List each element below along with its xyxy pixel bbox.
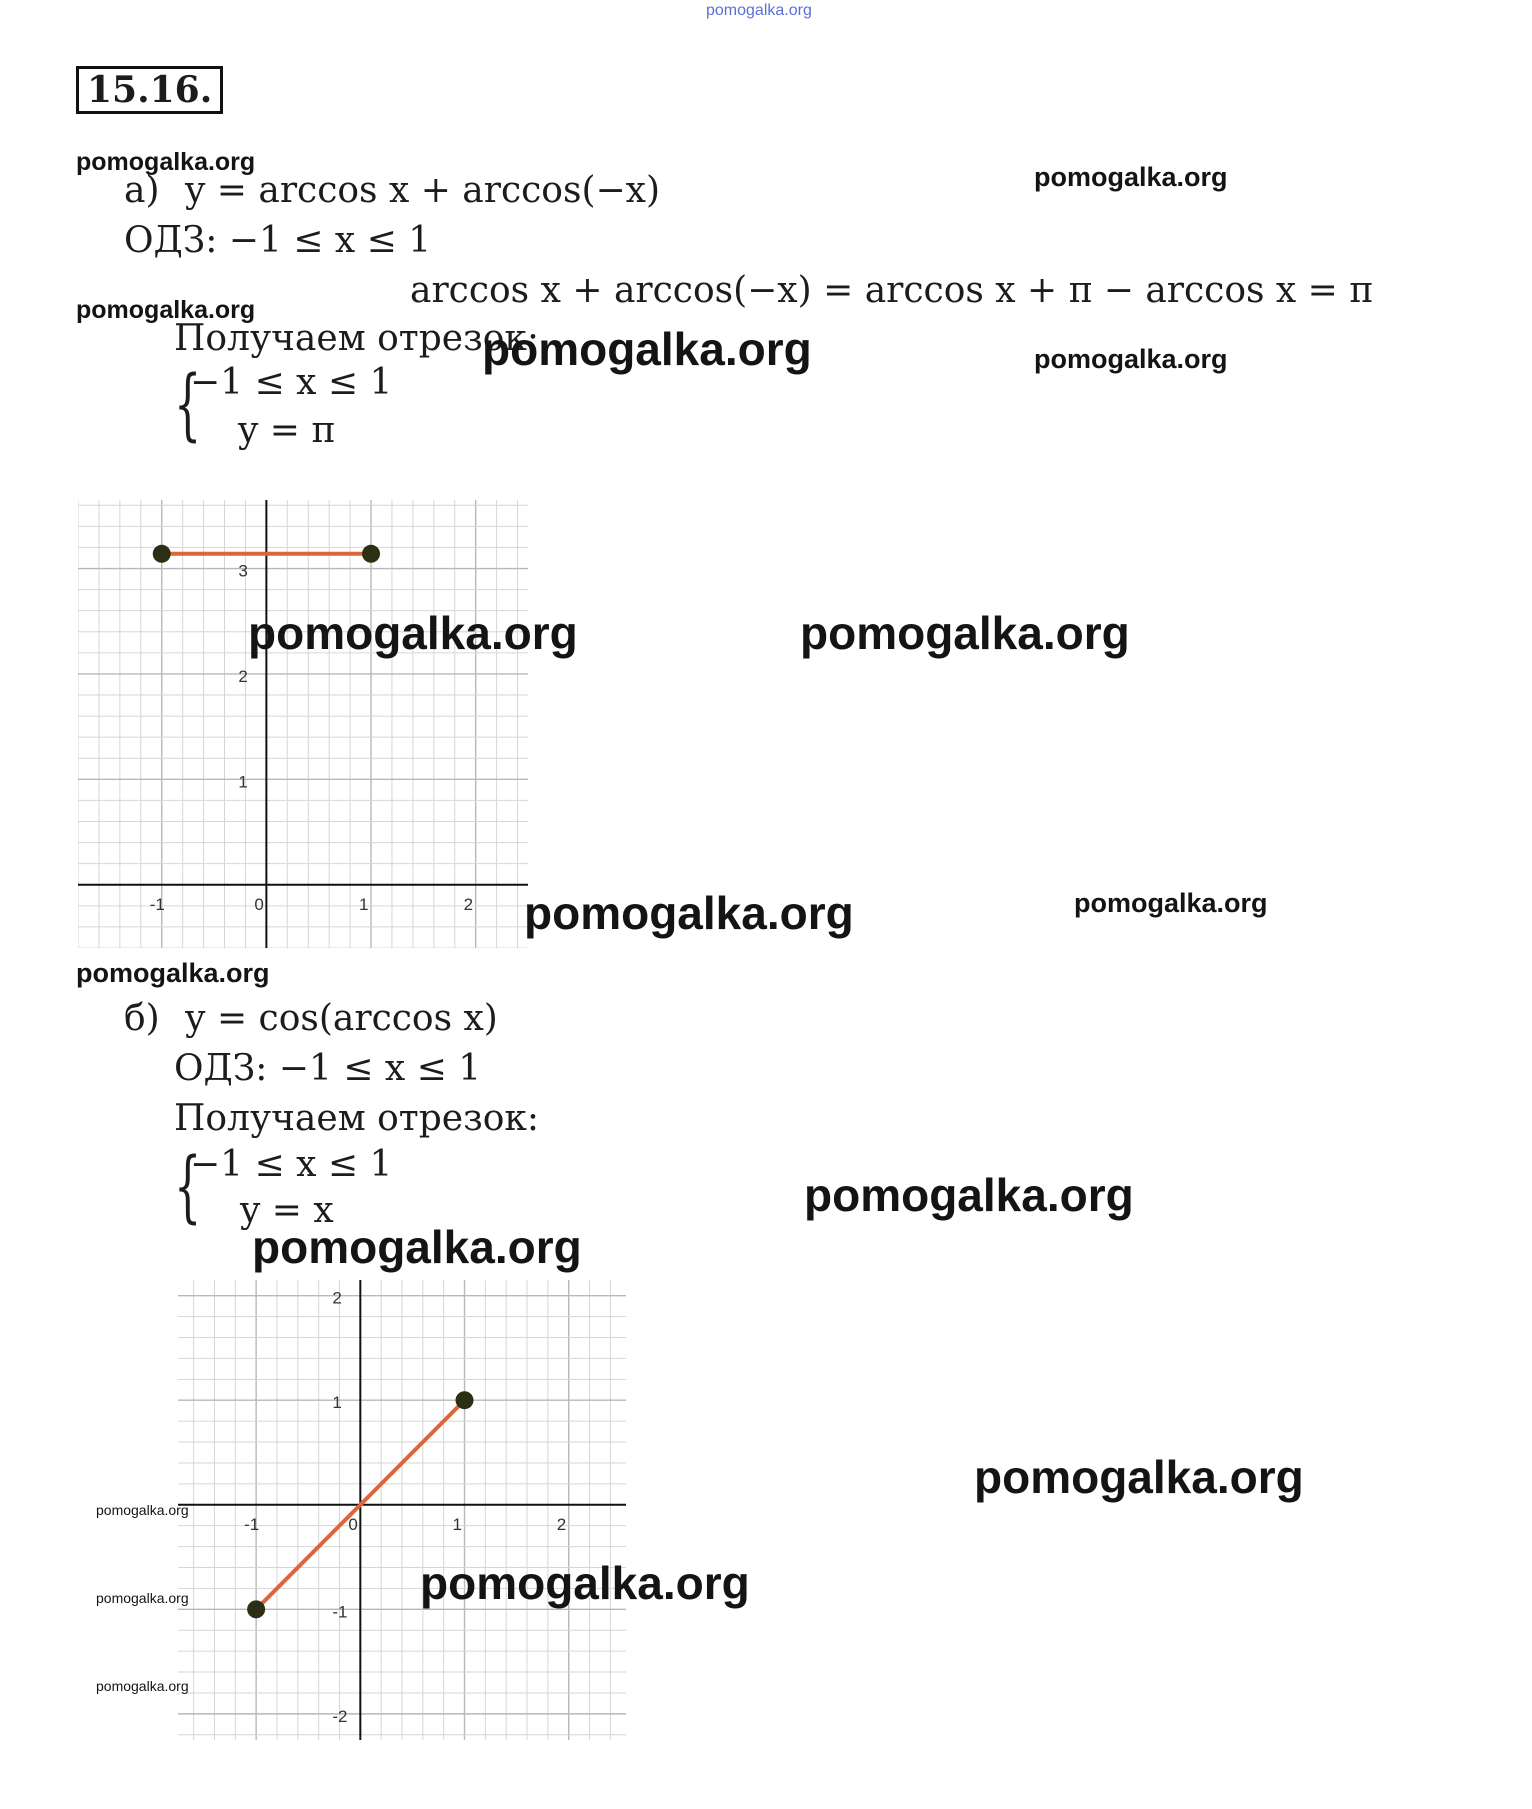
graph-a-grid (78, 500, 528, 948)
x-tick-label: 2 (463, 894, 474, 914)
y-tick-label: 3 (238, 561, 248, 581)
part-b-domain: ОДЗ: −1 ≤ x ≤ 1 (174, 1048, 482, 1089)
watermark: pomogalka.org (1074, 888, 1268, 918)
segment-endpoint (362, 545, 380, 563)
watermark: pomogalka.org (524, 887, 854, 939)
x-tick-label: 1 (359, 894, 369, 914)
watermark: pomogalka.org (96, 1678, 189, 1694)
watermark: pomogalka.org (96, 1502, 189, 1518)
part-a-function: y = arccos x + arccos(−x) (184, 170, 660, 211)
y-tick-label: 2 (332, 1288, 342, 1308)
part-b-heading (124, 998, 498, 1039)
part-a-label: а) (124, 170, 160, 211)
watermark: pomogalka.org (804, 1169, 1134, 1221)
watermark: pomogalka.org (420, 1557, 750, 1609)
y-tick-label: 2 (238, 666, 248, 686)
x-tick-label: 1 (452, 1514, 462, 1534)
problem-number: 15.16. (76, 66, 223, 114)
system-brace: { (174, 360, 202, 450)
y-tick-label: 1 (238, 772, 248, 792)
watermark: pomogalka.org (1034, 162, 1228, 192)
x-tick-label: -1 (149, 894, 165, 914)
graph-b-tick-labels (244, 1289, 566, 1726)
part-a-system-line2: y = π (238, 410, 336, 451)
part-b-label: б) (124, 998, 160, 1039)
watermark: pomogalka.org (76, 296, 256, 324)
part-a-simplification: arccos x + arccos(−x) = arccos x + π − arccos x = π (410, 270, 1373, 311)
graph-b-grid (178, 1280, 626, 1740)
y-tick-label: 1 (332, 1393, 342, 1413)
part-b-system-line2: y = x (240, 1190, 334, 1231)
part-a-result-intro: Получаем отрезок: (174, 318, 540, 359)
graph-a (78, 500, 528, 948)
part-b-result-intro: Получаем отрезок: (174, 1098, 540, 1139)
watermark: pomogalka.org (482, 323, 812, 375)
graph-a-axes (78, 500, 528, 948)
watermark: pomogalka.org (252, 1221, 582, 1273)
part-a-domain: ОДЗ: −1 ≤ x ≤ 1 (124, 220, 432, 261)
watermark: pomogalka.org (96, 1590, 189, 1606)
top-link[interactable]: pomogalka.org (706, 2, 812, 19)
watermark: pomogalka.org (800, 607, 1130, 659)
segment-endpoint (456, 1391, 474, 1409)
graph-b (178, 1280, 626, 1740)
part-b-function: y = cos(arccos x) (185, 998, 498, 1039)
x-tick-label: 0 (348, 1514, 358, 1534)
y-tick-label: -2 (332, 1706, 348, 1726)
watermark: pomogalka.org (248, 607, 578, 659)
x-tick-label: 0 (254, 894, 264, 914)
segment-endpoint (153, 545, 171, 563)
watermark: pomogalka.org (76, 958, 270, 988)
x-tick-label: 2 (556, 1514, 567, 1534)
segment-endpoint (247, 1600, 265, 1618)
part-a-heading (124, 170, 660, 211)
watermark: pomogalka.org (1034, 344, 1228, 374)
x-tick-label: -1 (244, 1514, 260, 1534)
watermark: pomogalka.org (974, 1451, 1304, 1503)
y-tick-label: -1 (332, 1602, 348, 1622)
watermark: pomogalka.org (76, 148, 256, 176)
part-b-system-line1: −1 ≤ x ≤ 1 (190, 1144, 393, 1185)
system-brace: { (174, 1142, 202, 1232)
part-a-system-line1: −1 ≤ x ≤ 1 (190, 362, 393, 403)
